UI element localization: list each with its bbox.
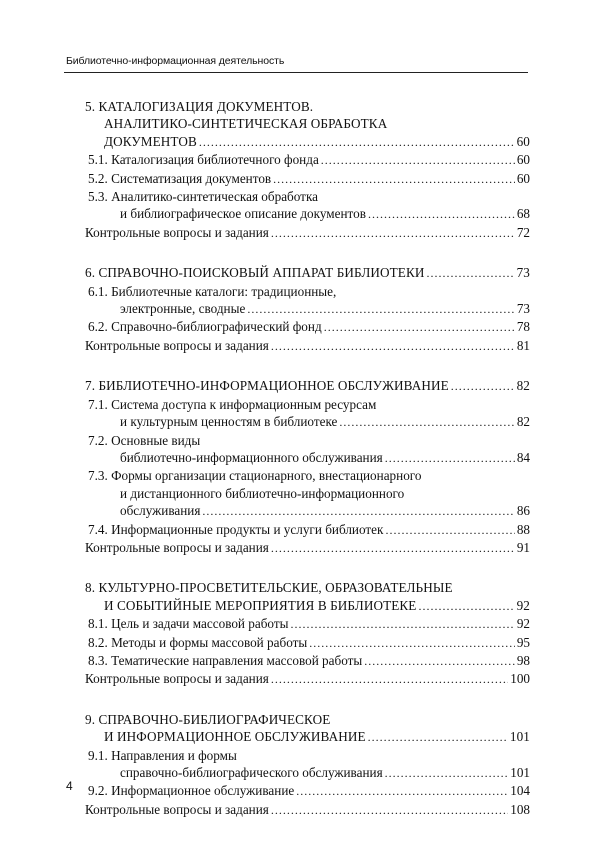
- toc-entry-title: Контрольные вопросы и задания: [85, 801, 269, 817]
- dot-leader: [426, 265, 514, 282]
- toc-entry-title: 8.2. Методы и формы массовой работы: [88, 634, 308, 650]
- dot-leader: [339, 414, 514, 431]
- toc-entry-line: [85, 615, 530, 633]
- toc-entry-line: [85, 432, 530, 449]
- toc-entry-title: 9. СПРАВОЧНО-БИБЛИОГРАФИЧЕСКОЕ: [85, 711, 331, 727]
- toc-page-number: 104: [510, 783, 530, 799]
- toc-entry-line: [85, 170, 530, 188]
- toc-entry-title: 9.1. Направления и формы: [88, 747, 237, 763]
- toc-entry-title: и дистанционного библиотечно-информационного: [120, 485, 405, 501]
- toc-entry-line: [85, 467, 530, 484]
- toc-entry-line: [85, 539, 530, 557]
- toc-entry-line: [85, 747, 530, 764]
- dot-leader: [451, 378, 515, 395]
- toc-section: [85, 377, 530, 557]
- toc-entry-title: 6. СПРАВОЧНО-ПОИСКОВЫЙ АППАРАТ БИБЛИОТЕКИ: [85, 265, 425, 281]
- toc-entry-title: библиотечно-информационного обслуживания: [120, 449, 383, 465]
- toc-entry-line: [85, 670, 530, 688]
- toc-page-number: 68: [516, 206, 530, 222]
- toc-page-number: 73: [516, 265, 530, 281]
- toc-entry-title: И СОБЫТИЙНЫЕ МЕРОПРИЯТИЯ В БИБЛИОТЕКЕ: [104, 597, 417, 613]
- dot-leader: [385, 450, 515, 467]
- toc-section: [85, 711, 530, 819]
- toc-page-number: 101: [509, 729, 530, 745]
- toc-page-number: 60: [516, 133, 530, 149]
- toc-page-number: 60: [516, 170, 530, 186]
- toc-entry-line: [85, 485, 530, 502]
- toc-entry-line: [85, 652, 530, 670]
- toc-entry-line: [85, 205, 530, 223]
- toc-entry-line: [85, 224, 530, 242]
- dot-leader: [202, 503, 514, 520]
- toc-page-number: 73: [516, 301, 530, 317]
- toc-entry-line: [85, 782, 530, 800]
- toc-page-number: 92: [516, 597, 530, 613]
- toc-entry-line: [85, 413, 530, 431]
- dot-leader: [368, 206, 515, 223]
- toc-entry-title: АНАЛИТИКО-СИНТЕТИЧЕСКАЯ ОБРАБОТКА: [104, 116, 388, 132]
- toc-chapter-line: [85, 98, 530, 115]
- toc-entry-title: 5.3. Аналитико-синтетическая обработка: [88, 189, 319, 205]
- toc-page-number: 60: [516, 152, 530, 168]
- page-number: 4: [66, 779, 73, 793]
- toc-page-number: 108: [510, 801, 530, 817]
- toc-section: [85, 98, 530, 242]
- toc-entry-title: 6.2. Справочно-библиографический фонд: [88, 319, 322, 335]
- toc-entry-line: [85, 634, 530, 652]
- toc-entry-title: 7.2. Основные виды: [88, 432, 201, 448]
- toc-page-number: 98: [516, 652, 530, 668]
- toc-page-number: 82: [516, 378, 530, 394]
- dot-leader: [290, 616, 514, 633]
- toc-page-number: 81: [516, 337, 530, 353]
- dot-leader: [247, 301, 515, 318]
- toc-page-number: 101: [510, 765, 530, 780]
- toc-entry-line: [85, 521, 530, 539]
- toc-entry-title: и библиографическое описание документов: [120, 206, 366, 222]
- toc-page-number: 72: [516, 224, 530, 240]
- dot-leader: [271, 338, 515, 355]
- toc-entry-line: [85, 801, 530, 819]
- dot-leader: [271, 540, 515, 557]
- toc-entry-title: 8.3. Тематические направления массовой работы: [88, 652, 363, 668]
- dot-leader: [368, 729, 508, 746]
- toc-page-number: 92: [516, 616, 530, 632]
- dot-leader: [385, 765, 509, 782]
- toc-entry-title: 7.4. Информационные продукты и услуги библиотек: [88, 521, 384, 537]
- toc-entry-line: [85, 337, 530, 355]
- toc-entry-title: 8. КУЛЬТУРНО-ПРОСВЕТИТЕЛЬСКИЕ, ОБРАЗОВАТЕЛЬНЫЕ: [85, 580, 453, 596]
- toc-entry-title: 7.1. Система доступа к информационным ресурсам: [88, 396, 377, 412]
- toc-chapter-line: [85, 264, 530, 282]
- toc-section: [85, 579, 530, 688]
- dot-leader: [271, 671, 508, 688]
- toc-entry-title: 7.3. Формы организации стационарного, внестационарного: [88, 468, 422, 484]
- toc-entry-line: [85, 449, 530, 467]
- toc-chapter-line: [85, 597, 530, 615]
- toc-entry-line: [85, 283, 530, 300]
- toc-entry-title: 5.2. Систематизация документов: [88, 170, 272, 186]
- toc-entry-title: ДОКУМЕНТОВ: [104, 133, 197, 149]
- toc-chapter-line: [85, 579, 530, 596]
- dot-leader: [324, 319, 515, 336]
- dot-leader: [273, 171, 515, 188]
- dot-leader: [385, 522, 514, 539]
- toc-entry-line: [85, 502, 530, 520]
- dot-leader: [364, 653, 515, 670]
- toc-entry-title: 9.2. Информационное обслуживание: [88, 783, 295, 799]
- dot-leader: [271, 802, 508, 819]
- toc-page-number: 95: [516, 634, 530, 650]
- toc-page-number: 100: [510, 671, 530, 687]
- header-rule: [64, 72, 528, 73]
- toc-entry-title: Контрольные вопросы и задания: [85, 539, 269, 555]
- toc-page-number: 91: [516, 539, 530, 555]
- toc-entry-line: [85, 188, 530, 205]
- toc-entry-title: Контрольные вопросы и задания: [85, 224, 269, 240]
- dot-leader: [309, 635, 515, 652]
- dot-leader: [199, 134, 515, 151]
- toc-page-number: 82: [516, 414, 530, 430]
- table-of-contents: [85, 98, 530, 841]
- dot-leader: [321, 152, 515, 169]
- running-header: Библиотечно-информационная деятельность: [66, 55, 285, 67]
- toc-entry-line: [85, 318, 530, 336]
- toc-entry-title: И ИНФОРМАЦИОННОЕ ОБСЛУЖИВАНИЕ: [104, 729, 366, 745]
- toc-chapter-line: [85, 711, 530, 728]
- dot-leader: [271, 225, 515, 242]
- toc-page-number: 84: [516, 449, 530, 465]
- toc-entry-title: справочно-библиографического обслуживания: [120, 765, 383, 780]
- toc-page-number: 88: [516, 521, 530, 537]
- toc-chapter-line: [85, 377, 530, 395]
- dot-leader: [296, 783, 508, 800]
- toc-entry-title: 5. КАТАЛОГИЗАЦИЯ ДОКУМЕНТОВ.: [85, 99, 314, 114]
- toc-entry-title: Контрольные вопросы и задания: [85, 337, 269, 353]
- toc-section: [85, 264, 530, 355]
- toc-entry-line: [85, 151, 530, 169]
- toc-entry-title: 6.1. Библиотечные каталоги: традиционные,: [88, 283, 337, 299]
- toc-entry-line: [85, 300, 530, 318]
- toc-entry-line: [85, 396, 530, 413]
- toc-chapter-line: [85, 115, 530, 132]
- toc-page-number: 86: [516, 503, 530, 519]
- toc-entry-title: 5.1. Каталогизация библиотечного фонда: [88, 152, 319, 168]
- toc-chapter-line: [85, 133, 530, 151]
- toc-entry-line: [85, 764, 530, 782]
- toc-entry-title: Контрольные вопросы и задания: [85, 671, 269, 687]
- toc-chapter-line: [85, 728, 530, 746]
- toc-page-number: 78: [516, 319, 530, 335]
- dot-leader: [418, 598, 514, 615]
- toc-entry-title: 7. БИБЛИОТЕЧНО-ИНФОРМАЦИОННОЕ ОБСЛУЖИВАНИЕ: [85, 378, 449, 394]
- toc-entry-title: электронные, сводные: [120, 301, 246, 317]
- toc-entry-title: обслуживания: [120, 503, 201, 519]
- toc-entry-title: и культурным ценностям в библиотеке: [120, 414, 338, 430]
- toc-entry-title: 8.1. Цель и задачи массовой работы: [88, 616, 289, 632]
